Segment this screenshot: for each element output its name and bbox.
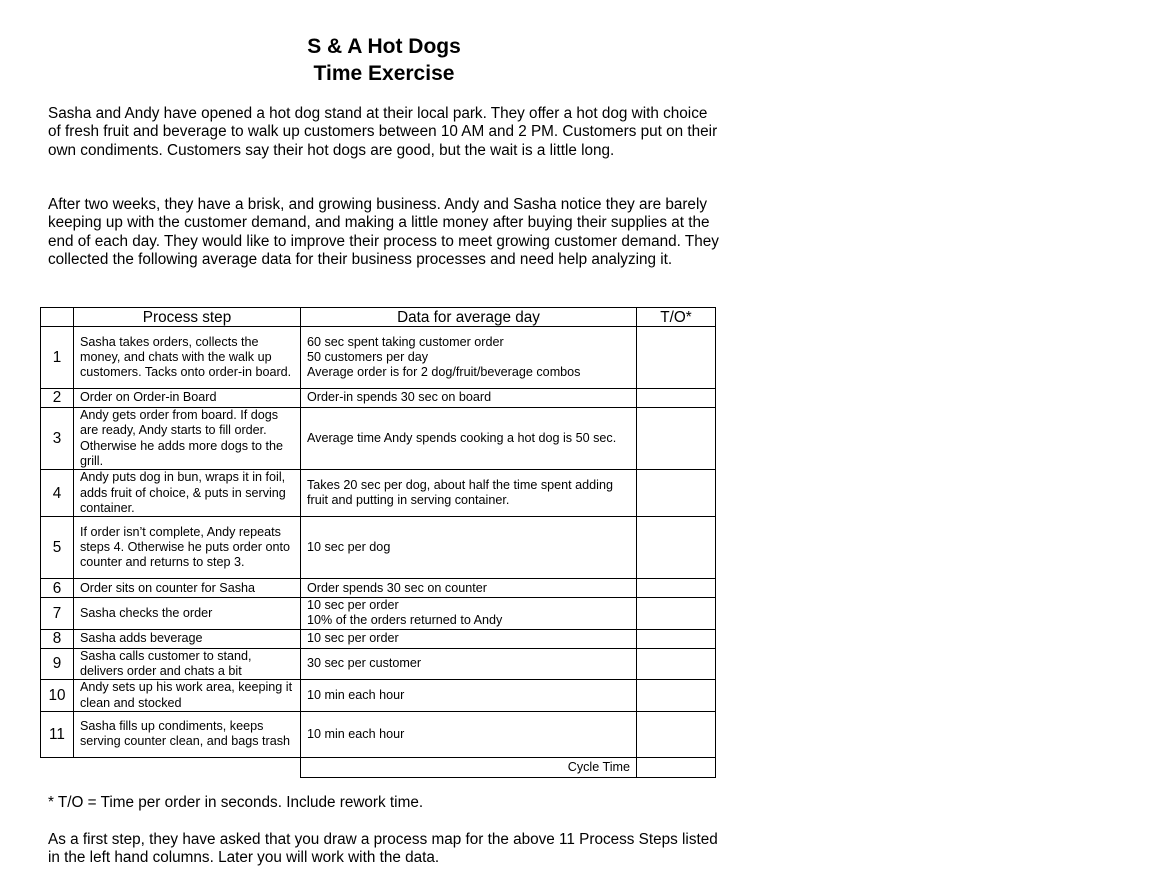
cycle-time-row <box>41 757 716 777</box>
intro-paragraph-1: Sasha and Andy have opened a hot dog stand at their local park. They offer a hot dog with choice of fresh fruit and beverage to walk up customers between 10 AM and 2 PM. Customers put on their own condiments. Customers say their hot dogs are good, but the wait is a little long. <box>48 105 718 159</box>
title-line-2: Time Exercise <box>313 62 455 85</box>
header-num <box>41 308 74 327</box>
data-cell <box>301 579 637 598</box>
step-number: 9 <box>41 648 74 680</box>
data-cell <box>301 517 637 579</box>
step-number: 11 <box>41 711 74 757</box>
process-step-cell: Sasha fills up condiments, keeps serving counter clean, and bags trash <box>74 711 301 757</box>
data-cell <box>301 711 637 757</box>
process-step-cell: Sasha calls customer to stand, delivers order and chats a bit <box>74 648 301 680</box>
to-cell <box>637 389 716 408</box>
data-cell <box>301 389 637 408</box>
table-row <box>41 711 716 757</box>
to-cell <box>637 598 716 630</box>
process-step-cell: Andy gets order from board. If dogs are ready, Andy starts to fill order. Otherwise he adds more dogs to the grill. <box>74 408 301 470</box>
blank-cell <box>74 757 301 777</box>
table-row <box>41 598 716 630</box>
table-row <box>41 648 716 680</box>
table-row <box>41 470 716 517</box>
process-step-cell: If order isn’t complete, Andy repeats steps 4. Otherwise he puts order onto counter and returns to step 3. <box>74 517 301 579</box>
to-cell <box>637 629 716 648</box>
process-step-cell: Order on Order-in Board <box>74 389 301 408</box>
step-number: 3 <box>41 408 74 470</box>
data-line: 60 sec spent taking customer order <box>307 334 504 349</box>
table-row <box>41 629 716 648</box>
process-step-cell: Sasha adds beverage <box>74 629 301 648</box>
table-row <box>41 389 716 408</box>
data-line: Average order is for 2 dog/fruit/beverage combos <box>307 365 581 380</box>
table-row <box>41 327 716 389</box>
header-data: Data for average day <box>301 308 637 327</box>
data-line: 10 sec per order <box>307 598 399 613</box>
step-number: 8 <box>41 629 74 648</box>
blank-cell <box>41 757 74 777</box>
process-step-cell: Andy puts dog in bun, wraps it in foil, adds fruit of choice, & puts in serving container. <box>74 470 301 517</box>
data-line: 10 min each hour <box>307 726 405 741</box>
table-header-row <box>41 308 716 327</box>
to-cell <box>637 579 716 598</box>
table-row <box>41 517 716 579</box>
cycle-time-label: Cycle Time <box>301 757 637 777</box>
intro-paragraph-2: After two weeks, they have a brisk, and growing business. Andy and Sasha notice they are barely keeping up with the customer demand, and making a little money after buying their supplies at the end of each day. They would like to improve their process to meet growing customer demand. They collected the following average data for their business processes and need help analyzing it. <box>48 196 719 269</box>
data-line: 10 sec per dog <box>307 540 391 555</box>
to-cell <box>637 470 716 517</box>
to-cell <box>637 327 716 389</box>
instruction-paragraph: As a first step, they have asked that you draw a process map for the above 11 Process Steps listed in the left hand columns. Later you will work with the data. <box>48 831 718 867</box>
to-cell <box>637 648 716 680</box>
to-cell <box>637 680 716 712</box>
step-number: 10 <box>41 680 74 712</box>
process-step-cell: Sasha checks the order <box>74 598 301 630</box>
title-line-1: S & A Hot Dogs <box>307 35 461 58</box>
table-row <box>41 408 716 470</box>
data-line: 30 sec per customer <box>307 656 422 671</box>
step-number: 4 <box>41 470 74 517</box>
data-line: 50 customers per day <box>307 349 429 364</box>
data-line: Order spends 30 sec on counter <box>307 580 487 595</box>
step-number: 7 <box>41 598 74 630</box>
table-row <box>41 680 716 712</box>
data-cell <box>301 327 637 389</box>
step-number: 5 <box>41 517 74 579</box>
data-line: Takes 20 sec per dog, about half the time spent adding fruit and putting in serving container. <box>307 477 613 508</box>
step-number: 2 <box>41 389 74 408</box>
table-row <box>41 579 716 598</box>
data-cell <box>301 408 637 470</box>
process-step-cell: Sasha takes orders, collects the money, and chats with the walk up customers. Tacks onto order-in board. <box>74 327 301 389</box>
to-cell <box>637 408 716 470</box>
process-step-cell: Andy sets up his work area, keeping it clean and stocked <box>74 680 301 712</box>
cycle-time-value <box>637 757 716 777</box>
data-cell <box>301 629 637 648</box>
footnote: * T/O = Time per order in seconds. Include rework time. <box>48 794 424 811</box>
data-line: 10 min each hour <box>307 688 405 703</box>
header-process-step: Process step <box>74 308 301 327</box>
data-line: Average time Andy spends cooking a hot dog is 50 sec. <box>307 430 617 445</box>
step-number: 1 <box>41 327 74 389</box>
process-step-cell: Order sits on counter for Sasha <box>74 579 301 598</box>
header-to: T/O* <box>637 308 716 327</box>
data-line: 10 sec per order <box>307 631 399 646</box>
to-cell <box>637 711 716 757</box>
step-number: 6 <box>41 579 74 598</box>
data-cell <box>301 470 637 517</box>
data-cell <box>301 598 637 630</box>
document-title <box>40 33 728 87</box>
data-line: 10% of the orders returned to Andy <box>307 613 503 628</box>
process-table <box>40 307 716 778</box>
data-cell <box>301 680 637 712</box>
data-line: Order-in spends 30 sec on board <box>307 390 492 405</box>
to-cell <box>637 517 716 579</box>
data-cell <box>301 648 637 680</box>
